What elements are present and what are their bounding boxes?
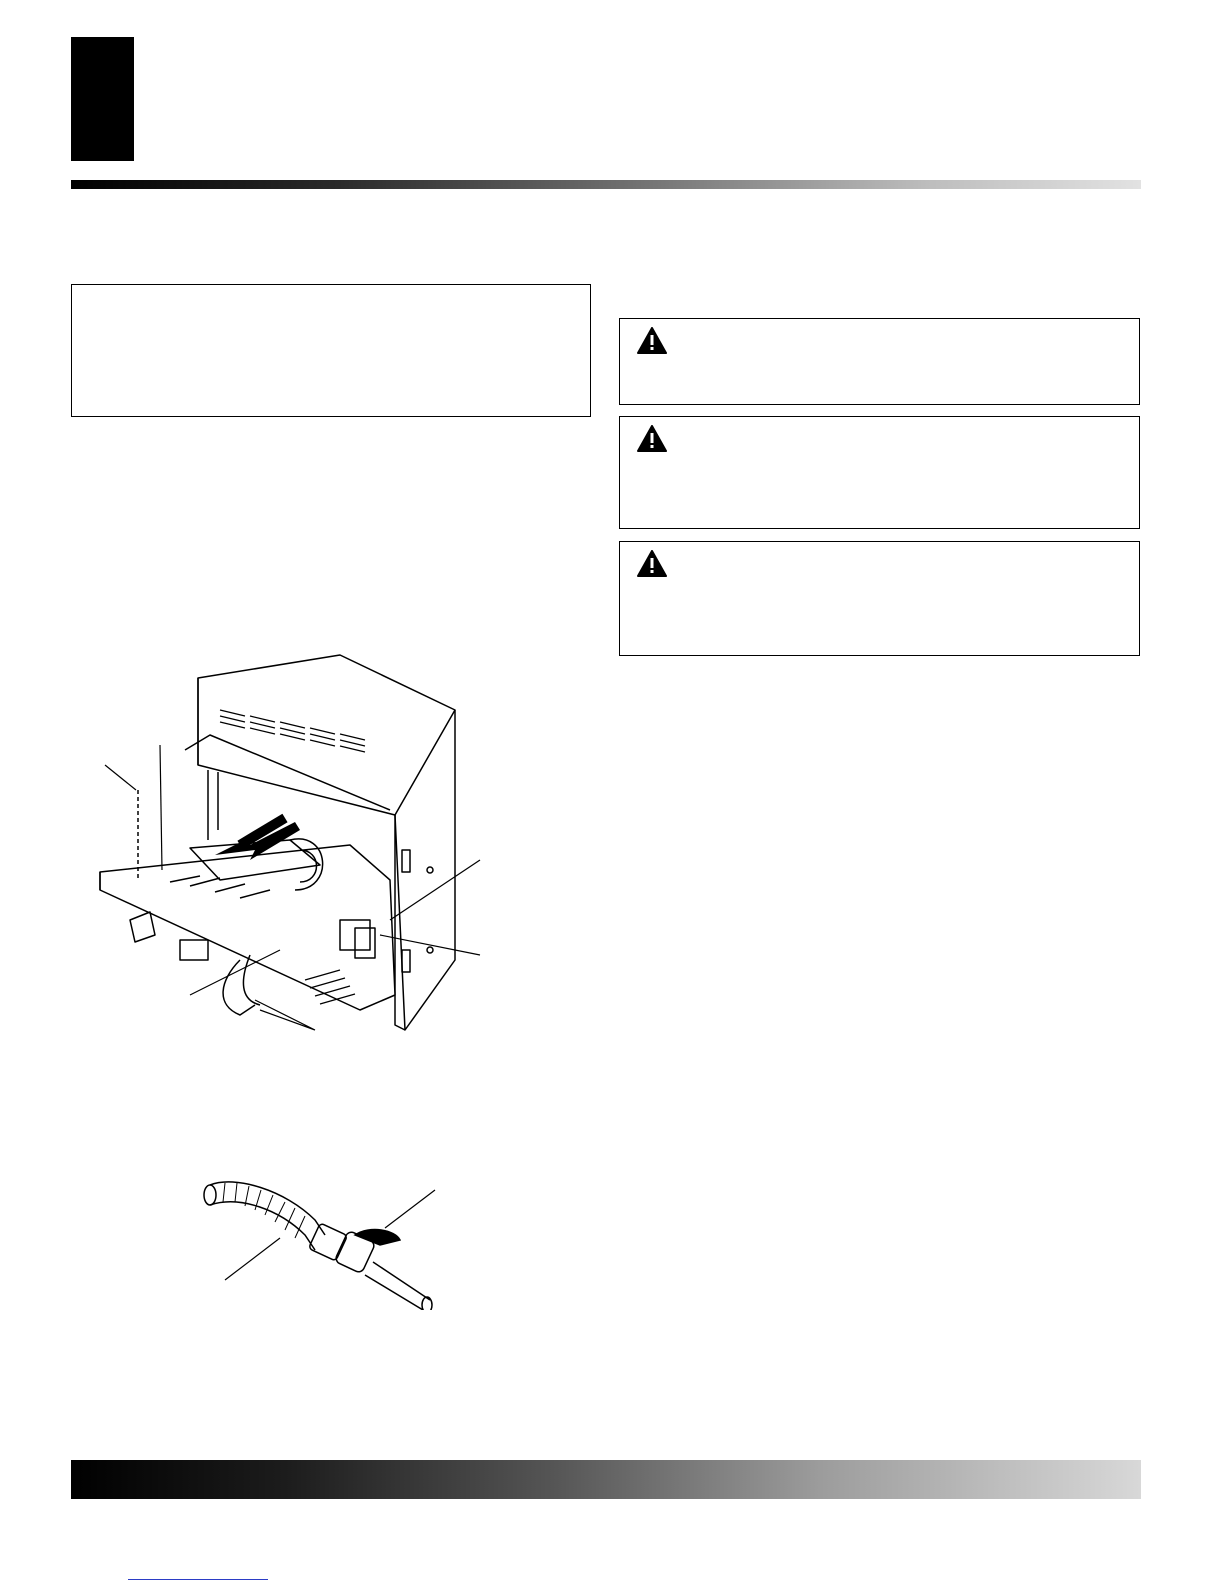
warning-triangle-icon: [637, 425, 667, 452]
footer-link-underline[interactable]: [128, 1579, 268, 1580]
notice-box: [71, 284, 591, 417]
section-tab: [71, 37, 134, 161]
hose-shutoff-valve-illustration: [195, 1180, 455, 1310]
warning-box-1: [619, 318, 1140, 405]
warning-box-2: [619, 416, 1140, 529]
footer-band: [71, 1460, 1141, 1499]
warning-triangle-icon: [637, 550, 667, 577]
heater-unit-illustration: [90, 650, 490, 1050]
warning-box-3: [619, 541, 1140, 656]
warning-triangle-icon: [637, 327, 667, 354]
header-rule: [71, 180, 1141, 189]
